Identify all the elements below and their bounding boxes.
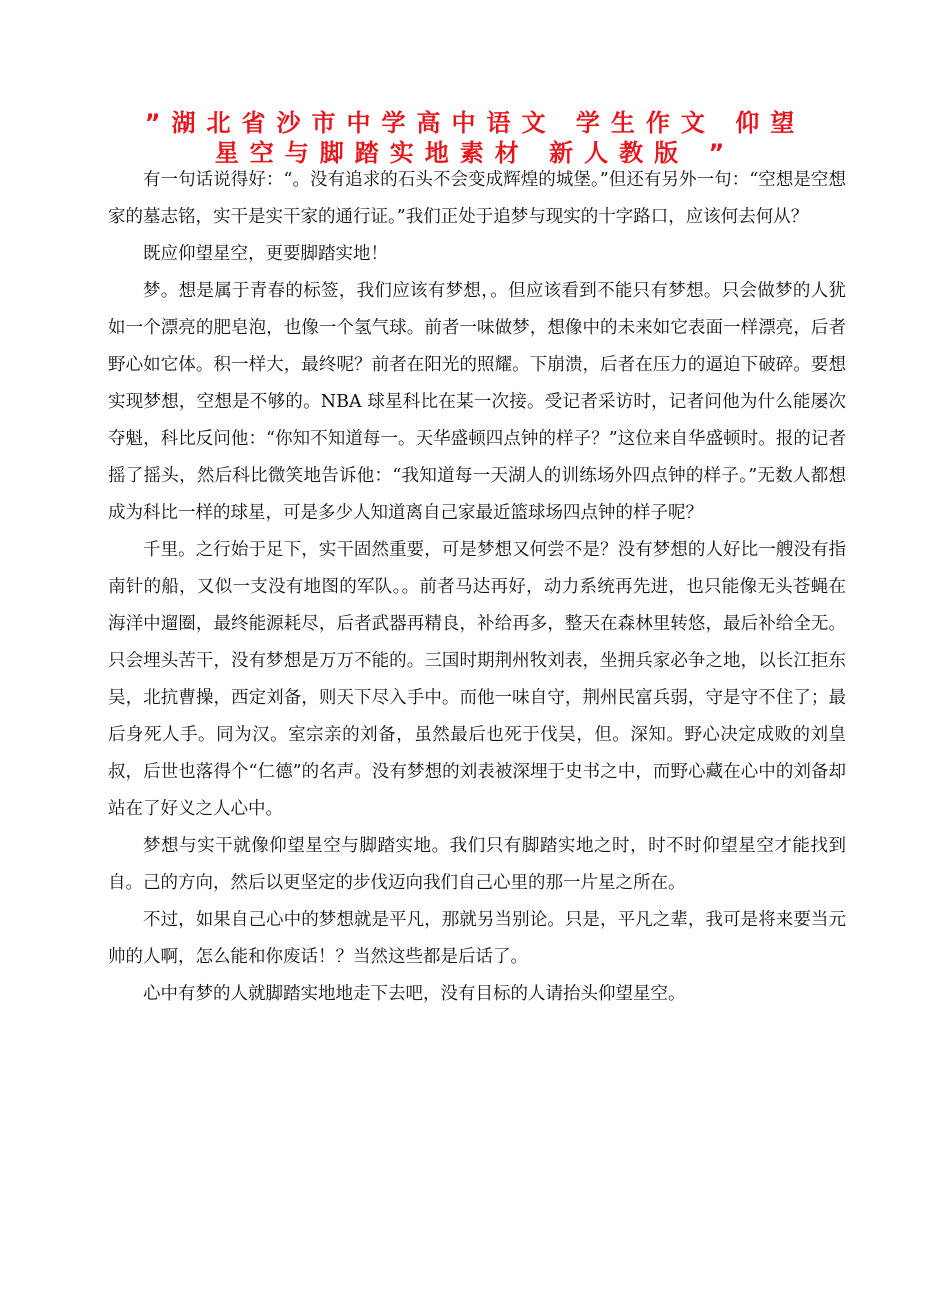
- essay-paragraph-2: 既应仰望星空，更要脚踏实地！: [143, 244, 388, 264]
- document-title-line-1: ”湖北省沙市中学高中语文 学生作文 仰望: [144, 109, 806, 137]
- essay-paragraph-3: 梦。想是属于青春的标签，我们应该有梦想，。但应该看到不能只有梦想。只会做梦的人犹如一个漂亮的肥皂泡，也像一个氢气球。前者一味做梦，想像中的未来如它表面一样漂亮，后者野心如它体。积一样大，最终呢？前者在阳光的照耀。下崩溃，后者在压力的逼迫下破碎。要想实现梦想，空想是不够的。NBA 球星科比在某一次接。受记者采访时，记者问他为什么能屡次夺魁，科比反问他：“你知不知道每一。天华盛顿四点钟的样子？”这位来自华盛顿时。报的记者摇了摇头，然后科比微笑地告诉他：“我知道每一天湖人的训练场外四点钟的样子。”无数人都想成为科比一样的球星，可是多少人知道离自己家最近篮球场四点钟的样子呢？: [108, 281, 846, 523]
- essay-paragraph-4: 千里。之行始于足下，实干固然重要，可是梦想又何尝不是？没有梦想的人好比一艘没有指南针的船，又似一支没有地图的军队。。前者马达再好，动力系统再先进，也只能像无头苍蝇在海洋中遛圈，最终能源耗尽，后者武器再精良，补给再多，整天在森林里转悠，最后补给全无。只会埋头苦干，没有梦想是万万不能的。三国时期荆州牧刘表，坐拥兵家必争之地，以长江拒东吴，北抗曹操，西定刘备，则天下尽入手中。而他一味自守，荆州民富兵弱，守是守不住了；最后身死人手。同为汉。室宗亲的刘备，虽然最后也死于伐吴，但。深知。野心决定成败的刘皇叔，后世也落得个“仁德”的名声。没有梦想的刘表被深埋于史书之中，而野心藏在心中的刘备却站在了好义之人心中。: [108, 540, 846, 819]
- essay-paragraph-6: 不过，如果自己心中的梦想就是平凡，那就另当别论。只是，平凡之辈，我可是将来要当元帅的人啊，怎么能和你废话！？当然这些都是后话了。: [108, 910, 846, 967]
- essay-body: [108, 162, 846, 1013]
- essay-paragraph-7: 心中有梦的人就脚踏实地地走下去吧，没有目标的人请抬头仰望星空。: [143, 984, 686, 1004]
- essay-paragraph-5: 梦想与实干就像仰望星空与脚踏实地。我们只有脚踏实地之时，时不时仰望星空才能找到自。己的方向，然后以更坚定的步伐迈向我们自己心里的那一片星之所在。: [108, 836, 846, 893]
- essay-paragraph-1: 有一句话说得好：“。没有追求的石头不会变成辉煌的城堡。”但还有另外一句：“空想是空想家的墓志铭，实干是实干家的通行证。”我们正处于追梦与现实的十字路口，应该何去何从？: [108, 170, 846, 227]
- document-title-line-2: 星空与脚踏实地素材 新人教版 ”: [214, 139, 736, 167]
